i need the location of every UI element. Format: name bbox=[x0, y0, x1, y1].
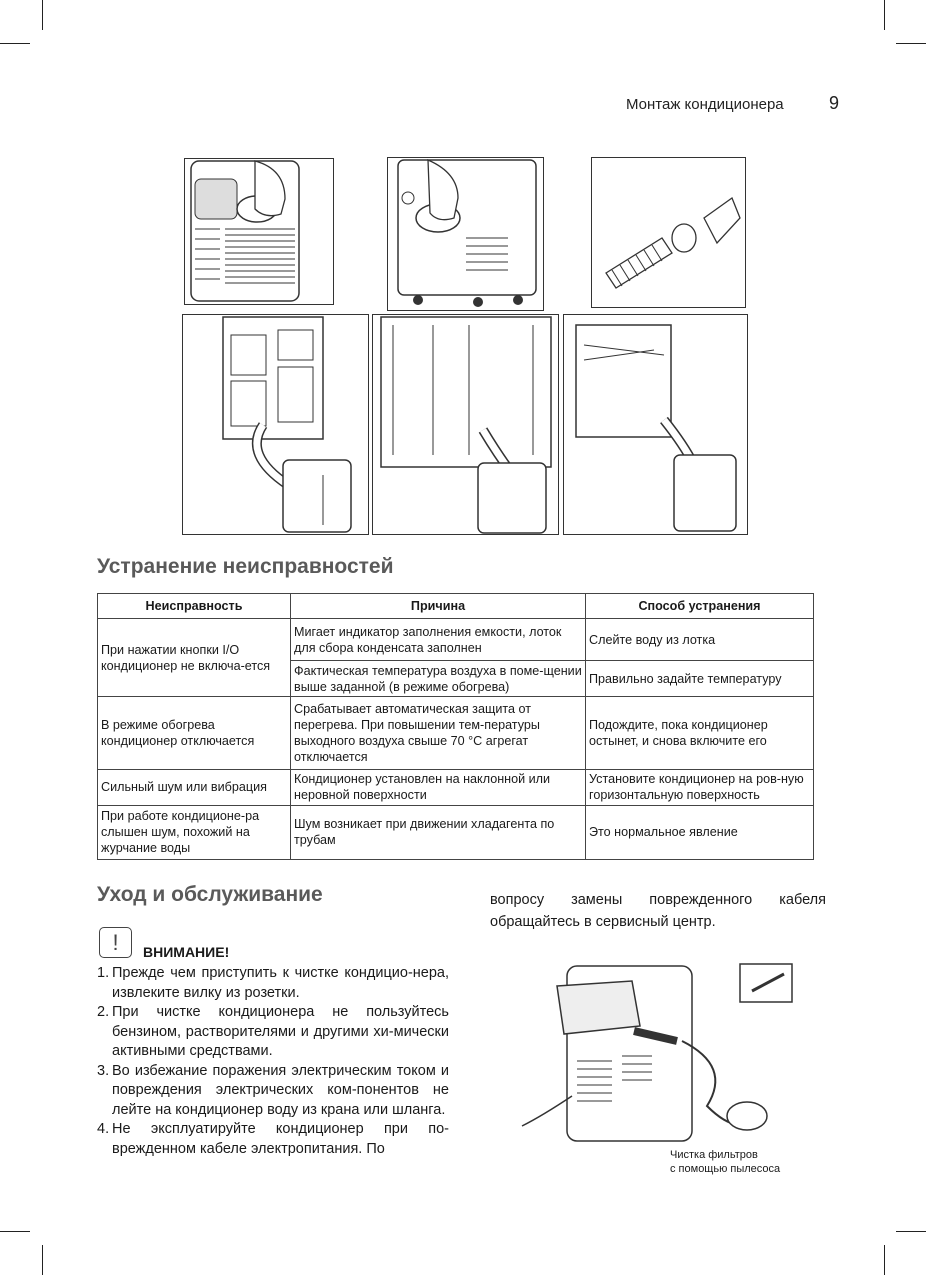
crop-mark bbox=[884, 1245, 885, 1275]
crop-mark bbox=[0, 1231, 30, 1232]
cause-cell: Фактическая температура воздуха в поме-щении выше заданной (в режиме обогрева) bbox=[291, 661, 586, 697]
cause-cell: Шум возникает при движении хладагента по трубам bbox=[291, 805, 586, 859]
problem-cell: В режиме обогрева кондиционер отключается bbox=[98, 697, 291, 769]
crop-mark bbox=[0, 43, 30, 44]
caption-line: Чистка фильтров bbox=[670, 1149, 758, 1161]
table-row bbox=[98, 619, 814, 661]
table-header-row bbox=[98, 594, 814, 619]
figure-filter-removal-rear bbox=[387, 157, 544, 311]
troubleshooting-title: Устранение неисправностей bbox=[97, 555, 394, 578]
cause-cell: Мигает индикатор заполнения емкости, лоток для сбора конденсата заполнен bbox=[291, 619, 586, 661]
crop-mark bbox=[896, 43, 926, 44]
item-number: 1. bbox=[97, 965, 110, 981]
figure-filter-removal-front bbox=[184, 158, 334, 305]
figure-window-install-3 bbox=[563, 314, 748, 535]
crop-mark bbox=[42, 1245, 43, 1275]
problem-cell: При нажатии кнопки I/O кондиционер не включа-ется bbox=[98, 619, 291, 697]
window-kit-installation-3 bbox=[564, 315, 747, 534]
vacuum-cleaning-illustration bbox=[512, 956, 822, 1146]
table-row bbox=[98, 805, 814, 859]
solution-cell: Установите кондиционер на ров-ную горизонтальную поверхность bbox=[586, 769, 814, 805]
solution-cell: Подождите, пока кондиционер остынет, и снова включите его bbox=[586, 697, 814, 769]
figure-hose-assembly bbox=[591, 157, 746, 308]
list-item bbox=[97, 1062, 449, 1121]
solution-cell: Слейте воду из лотка bbox=[586, 619, 814, 661]
problem-cell: Сильный шум или вибрация bbox=[98, 769, 291, 805]
item-text: Не эксплуатируйте кондиционер при по-врежденном кабеле электропитания. По bbox=[112, 1121, 449, 1157]
table-row bbox=[98, 697, 814, 769]
exhaust-hose-assembly-illustration bbox=[592, 158, 745, 307]
care-instructions-list bbox=[97, 964, 449, 1159]
list-item bbox=[97, 964, 449, 1003]
column-header: Причина bbox=[291, 594, 586, 619]
continuation-text: вопросу замены поврежденного кабеля обращайтесь в сервисный центр. bbox=[490, 892, 826, 930]
figure-window-install-1 bbox=[182, 314, 369, 535]
page-number: 9 bbox=[829, 93, 840, 113]
crop-mark bbox=[896, 1231, 926, 1232]
list-item bbox=[97, 1003, 449, 1062]
item-text: Прежде чем приступить к чистке кондицио-нера, извлеките вилку из розетки. bbox=[112, 965, 449, 1001]
column-header: Неисправность bbox=[98, 594, 291, 619]
troubleshooting-table bbox=[97, 593, 814, 860]
running-header: Монтаж кондиционера bbox=[626, 96, 784, 113]
cause-cell: Срабатывает автоматическая защита от перегрева. При повышении тем-пературы выходного воздуха свыше 70 °С агрегат отключается bbox=[291, 697, 586, 769]
caption-line: с помощью пылесоса bbox=[670, 1163, 781, 1175]
item-text: Во избежание поражения электрическим током и повреждения электрических ком-понентов не лейте на кондиционер воду из крана или шланга. bbox=[112, 1062, 449, 1118]
solution-cell: Это нормальное явление bbox=[586, 805, 814, 859]
list-item bbox=[97, 1120, 449, 1159]
crop-mark bbox=[884, 0, 885, 30]
care-title: Уход и обслуживание bbox=[97, 883, 323, 906]
figure-vacuum-filter-cleaning bbox=[512, 956, 822, 1146]
item-number: 2. bbox=[97, 1004, 110, 1020]
window-kit-installation-1 bbox=[183, 315, 368, 534]
hand-removing-filter-illustration bbox=[185, 159, 333, 304]
cause-cell: Кондиционер установлен на наклонной или неровной поверхности bbox=[291, 769, 586, 805]
warning-icon: ! bbox=[99, 927, 132, 958]
figure-window-install-2 bbox=[372, 314, 559, 535]
hand-removing-rear-filter-illustration bbox=[388, 158, 543, 310]
solution-cell: Правильно задайте температуру bbox=[586, 661, 814, 697]
problem-cell: При работе кондиционе-ра слышен шум, похожий на журчание воды bbox=[98, 805, 291, 859]
warning-label: ВНИМАНИЕ! bbox=[143, 944, 230, 960]
table-row bbox=[98, 769, 814, 805]
item-text: При чистке кондиционера не пользуйтесь бензином, растворителями и другими хи-мически активными средствами. bbox=[112, 1004, 449, 1059]
column-header: Способ устранения bbox=[586, 594, 814, 619]
window-kit-installation-2 bbox=[373, 315, 558, 534]
item-number: 4. bbox=[97, 1121, 110, 1137]
figure-caption bbox=[670, 1148, 780, 1176]
item-number: 3. bbox=[97, 1062, 110, 1079]
crop-mark bbox=[42, 0, 43, 30]
